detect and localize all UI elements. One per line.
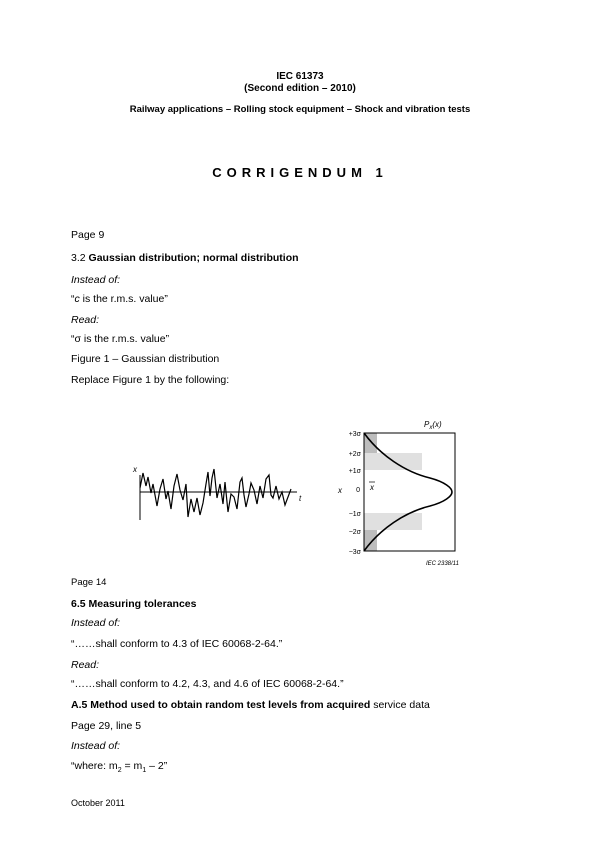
page-ref-9: Page 9 (71, 229, 105, 241)
lower-tail-shade-2 (364, 513, 422, 530)
clause-title: Gaussian distribution; normal distribution (88, 252, 299, 264)
instead-of-label: Instead of: (71, 274, 121, 286)
pdf-title-arg: (x) (432, 420, 442, 429)
old-text-rest: is the r.m.s. value” (79, 293, 168, 305)
tick-minus1: −1σ (348, 511, 361, 518)
instead-of-label-3: Instead of: (71, 740, 121, 752)
old-text: “c is the r.m.s. value” (71, 293, 168, 305)
where-sub2: 1 (142, 767, 147, 775)
tick-minus2: −2σ (348, 529, 361, 536)
document-title: Railway applications – Rolling stock equipment – Shock and vibration tests (129, 104, 471, 115)
replace-note: Replace Figure 1 by the following: (71, 374, 230, 386)
tick-plus2: +2σ (348, 451, 361, 458)
pdf-curve (364, 433, 452, 551)
signal-x-label: t (299, 494, 302, 503)
tick-plus3: +3σ (348, 431, 361, 438)
clause-heading-6-5: 6.5 Measuring tolerances (71, 598, 197, 610)
where-pre: “where: m (71, 760, 118, 772)
iec-figure-ref: IEC 2338/11 (426, 561, 459, 567)
old-symbol: c (74, 293, 80, 305)
pdf-title-sub: x (429, 425, 433, 431)
new-text: “σ is the r.m.s. value” (71, 333, 170, 345)
pdf-x-label: x (338, 486, 342, 495)
page-ref-14: Page 14 (71, 577, 107, 588)
pdf-title-base: P (424, 420, 430, 429)
old-text-2: “……shall conform to 4.3 of IEC 60068-2-64.” (71, 638, 283, 650)
mean-label: x (370, 483, 374, 492)
pdf-title (424, 420, 442, 431)
footer-date: October 2011 (71, 798, 125, 808)
random-signal-trace (140, 469, 291, 517)
page-line-ref: Page 29, line 5 (71, 720, 142, 732)
where-post: – 2” (146, 760, 168, 772)
pdf-frame (364, 433, 455, 551)
tick-zero: 0 (356, 487, 360, 494)
where-mid: = m (121, 760, 143, 772)
where-formula (71, 760, 167, 774)
signal-y-label: x (133, 465, 137, 474)
edition-line: (Second edition – 2010) (244, 83, 356, 94)
tick-minus3: −3σ (348, 549, 361, 556)
read-label: Read: (71, 314, 100, 326)
figure-caption: Figure 1 – Gaussian distribution (71, 353, 220, 365)
clause-heading-a5 (71, 699, 430, 711)
where-sub1: 2 (117, 767, 122, 775)
a5-title-rest: service data (370, 699, 430, 711)
read-label-2: Read: (71, 659, 100, 671)
clause-number: 3.2 (71, 252, 86, 264)
pdf-plot (337, 420, 459, 567)
time-signal-plot (132, 465, 302, 520)
corrigendum-heading: CORRIGENDUM 1 (212, 165, 388, 180)
standard-number: IEC 61373 (276, 71, 324, 82)
sigma-tick-labels (349, 431, 362, 556)
instead-of-label-2: Instead of: (71, 617, 121, 629)
tick-plus1: +1σ (348, 468, 361, 475)
a5-bold-title: A.5 Method used to obtain random test levels from acquired (71, 699, 371, 711)
new-text-2: “……shall conform to 4.2, 4.3, and 4.6 of IEC 60068-2-64.” (71, 678, 344, 690)
